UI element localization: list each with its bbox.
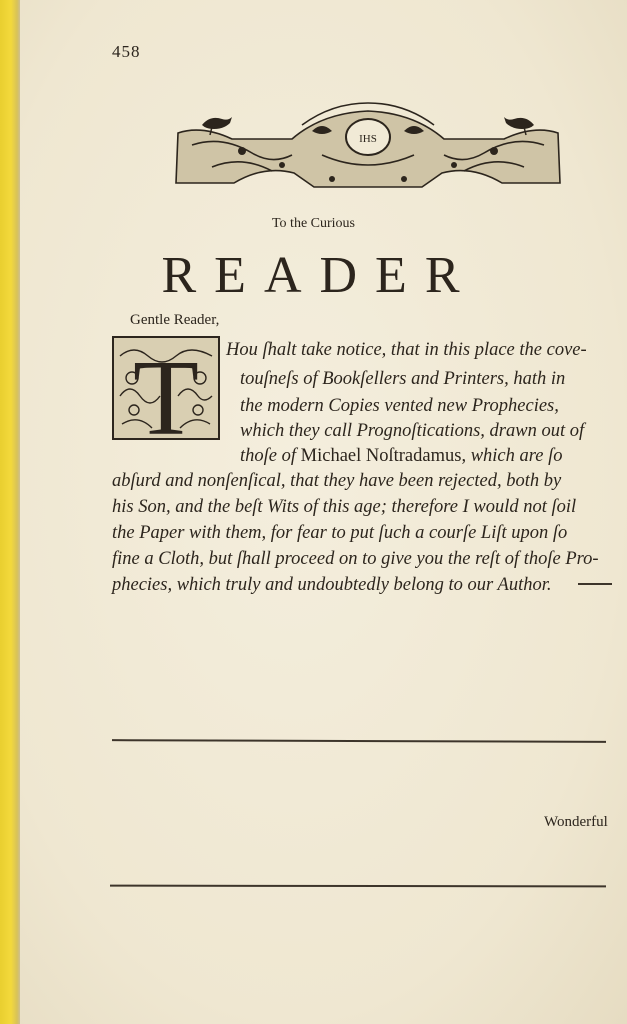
body-line: which they call Prognoſtications, drawn out of bbox=[240, 421, 585, 441]
body-line: his Son, and the beſt Wits of this age; therefore I would not ſoil bbox=[112, 497, 577, 517]
body-line: Hou ſhalt take notice, that in this place the cove- bbox=[226, 340, 587, 360]
page-number: 458 bbox=[112, 42, 141, 61]
svg-text:IHS: IHS bbox=[359, 133, 377, 145]
drop-cap-ornament bbox=[112, 336, 220, 440]
show-through-text bbox=[250, 40, 255, 62]
ornamental-headpiece bbox=[172, 95, 564, 193]
body-line: touſneſs of Bookſellers and Printers, hath in bbox=[240, 369, 566, 389]
drop-cap-letter: T bbox=[133, 339, 199, 440]
body-line: the Paper with them, for fear to put ſuch a courſe Liſt upon ſo bbox=[112, 523, 568, 543]
body-line: abſurd and nonſenſical, that they have been rejected, both by bbox=[112, 471, 562, 491]
body-line: the modern Copies vented new Prophecies, bbox=[240, 396, 559, 416]
page-edge-yellow bbox=[0, 0, 20, 1024]
header-small: To the Curious bbox=[271, 216, 355, 231]
body-line: fine a Cloth, but ſhall proceed on to give you the reſt of thoſe Pro- bbox=[112, 549, 599, 569]
body-text-italic: which are ſo bbox=[466, 446, 563, 466]
page-title: READER bbox=[161, 247, 478, 304]
body-line bbox=[240, 446, 563, 467]
body-line: phecies, which truly and undoubtedly belong to our Author. bbox=[112, 575, 552, 595]
body-text-italic: thoſe of bbox=[240, 446, 301, 466]
catchword: Wonderful bbox=[544, 814, 608, 830]
end-flourish-rule bbox=[578, 583, 612, 585]
author-name: Michael Noſtradamus, bbox=[300, 446, 467, 466]
salutation: Gentle Reader, bbox=[130, 312, 220, 328]
